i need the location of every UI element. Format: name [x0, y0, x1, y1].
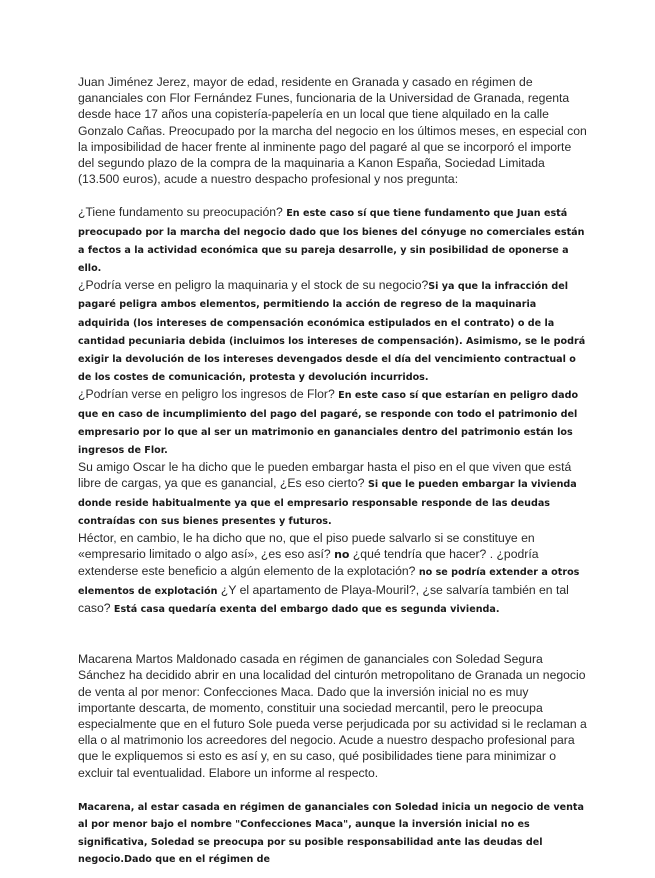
- case2-answer: Macarena, al estar casada en régimen de gananciales con Soledad inicia un negocio de venta al por menor bajo el nombre "Confecciones Maca", aunque la inversión inicial no es significativa, Soledad se preocupa por su posible responsabilidad ante las deudas del negocio.Dado que en el régimen de: [78, 801, 584, 866]
- question-2: ¿Podría verse en peligro la maquinaria y el stock de su negocio?: [78, 278, 429, 293]
- question-5b: ¿qué tendría que hacer? . ¿podría extenderse este beneficio a algún elemento de la explotación?: [78, 547, 539, 579]
- answer-2: Si ya que la infracción del pagaré peligra ambos elementos, permitiendo la acción de regreso de la maquinaria adquirida (los intereses de compensación económica estipulados en el contrato) o de la cantidad pecuniaria debida (incluimos los intereses de compensación). Asimismo, se le podrá exigir la devolución de los intereses devengados desde el día del vencimiento contractual o de los costes de comunicación, protesta y devolución incurridos.: [78, 281, 586, 384]
- document-body: [78, 74, 588, 878]
- case2-intro: Macarena Martos Maldonado casada en régimen de gananciales con Soledad Segura Sánchez ha decidido abrir en una localidad del cinturón metropolitano de Granada un negocio de venta al por menor: Confecciones Maca. Dado que la inversión inicial no es muy importante descarta, de momento, constituir una sociedad mercantil, pero le preocupa especialmente que en el futuro Sole pueda verse perjudicada por su actividad si le reclaman a ella o al matrimonio los acreedores del negocio. Acude a nuestro despacho profesional para que le expliquemos si esto es así y, en su caso, qué posibilidades tiene para minimizar o excluir tal eventualidad. Elabore un informe al respecto.: [78, 652, 587, 780]
- question-3: ¿Podrían verse en peligro los ingresos de Flor?: [78, 387, 339, 402]
- question-5c: ¿Y el apartamento de Playa-Mouril?, ¿se salvaría también en tal caso?: [78, 582, 569, 615]
- qa-item-4: [78, 459, 588, 530]
- answer-1: En este caso sí que tiene fundamento que Juan está preocupado por la marcha del negocio dado que los bienes del cónyuge no comerciales están a fectos a la actividad económica que su pareja desarrolle, y sin posibilidad de oponerse a ello.: [78, 208, 585, 275]
- question-5a: Héctor, en cambio, le ha dicho que no, que el piso puede salvarlo si se constituye en «empresario limitado o algo así», ¿es eso así?: [78, 531, 535, 562]
- question-1: ¿Tiene fundamento su preocupación?: [78, 205, 287, 220]
- qa-item-3: [78, 386, 588, 459]
- qa-item-2: [78, 277, 588, 386]
- answer-3: En este caso sí que estarían en peligro dado que en caso de incumplimiento del pago del pagaré, se responde con todo el patrimonio del empresario por lo que al ser un matrimonio en gananciales dentro del patrimonio están los ingresos de Flor.: [78, 390, 579, 457]
- answer-5a: no: [334, 548, 350, 562]
- case1-questions: [78, 204, 588, 618]
- case1-intro: Juan Jiménez Jerez, mayor de edad, residente en Granada y casado en régimen de gananciales con Flor Fernández Funes, funcionaria de la Universidad de Granada, regenta desde hace 17 años una copistería-papelería en un local que tiene alquilado en la calle Gonzalo Cañas. Preocupado por la marcha del negocio en los últimos meses, en especial con la imposibilidad de hacer frente al inminente pago del pagaré al que se incorporó el importe del segundo plazo de la compra de la maquinaria a Kanon España, Sociedad Limitada (13.500 euros), acude a nuestro despacho profesional y nos pregunta:: [78, 75, 587, 187]
- qa-item-5: [78, 530, 588, 618]
- answer-4: Si que le pueden embargar la vivienda donde reside habitualmente ya que el empresario responsable responde de las deudas contraídas con sus bienes presentes y futuros.: [78, 479, 577, 527]
- answer-5b: no se podría extender a otros elementos de explotación: [78, 567, 580, 597]
- answer-5c: Está casa quedaría exenta del embargo dado que es segunda vivienda.: [113, 603, 500, 615]
- qa-item-1: [78, 204, 588, 277]
- question-4: Su amigo Oscar le ha dicho que le pueden embargar hasta el piso en el que viven que está libre de cargas, ya que es ganancial, ¿Es eso cierto?: [78, 460, 572, 491]
